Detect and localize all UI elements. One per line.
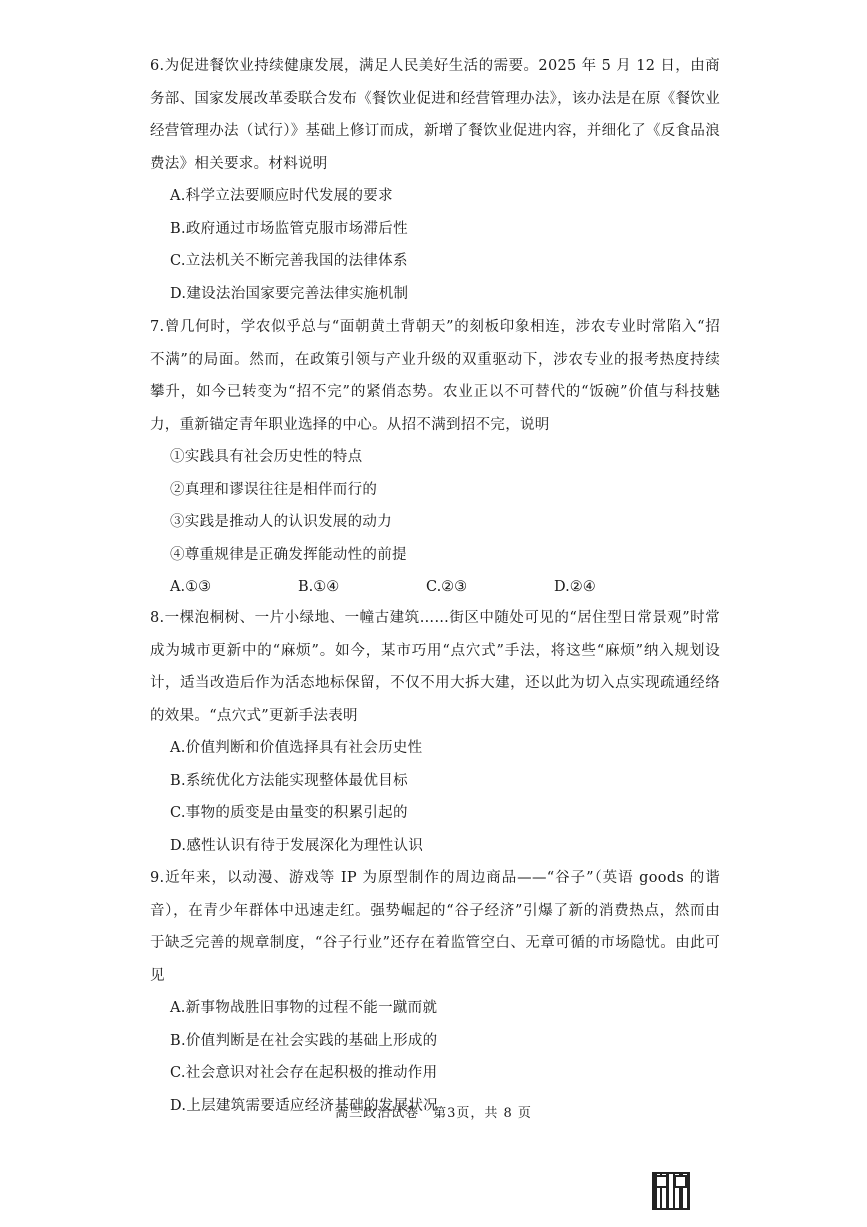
option-a: A.新事物战胜旧事物的过程不能一蹴而就 [170, 1000, 438, 1016]
question-8 [150, 602, 720, 862]
choice-a: A.①③ [170, 579, 212, 595]
option-d: D.上层建筑需要适应经济基础的发展状况 [170, 1097, 438, 1114]
choice-d: D.②④ [554, 579, 596, 595]
question-7 [150, 311, 720, 604]
option-b: B.系统优化方法能实现整体最优目标 [170, 772, 408, 789]
option-c: C.事物的质变是由量变的积累引起的 [170, 805, 408, 821]
statement-3: ③实践是推动人的认识发展的动力 [170, 514, 392, 530]
qr-code-icon [652, 1172, 690, 1210]
option-c: C.立法机关不断完善我国的法律体系 [170, 253, 408, 269]
question-9 [150, 862, 720, 1122]
question-stem: 9.近年来，以动漫、游戏等 IP 为原型制作的周边商品——“谷子”（英语 goods 的谐音），在青少年群体中迅速走红。强势崛起的“谷子经济”引爆了新的消费热点，然而由于缺乏完善的规章制度，“谷子行业”还存在着监管空白、无章可循的市场隐忧。由此可见 [150, 870, 720, 984]
question-stem: 6.为促进餐饮业持续健康发展，满足人民美好生活的需要。2025 年 5 月 12 日，由商务部、国家发展改革委联合发布《餐饮业促进和经营管理办法》，该办法是在原《餐饮业经营管理办法（试行）》基础上修订而成，新增了餐饮业促进内容，并细化了《反食品浪费法》相关要求。材料说明 [150, 58, 720, 172]
choice-b: B.①④ [298, 579, 340, 595]
option-d: D.感性认识有待于发展深化为理性认识 [170, 837, 424, 854]
choice-row [150, 571, 720, 604]
option-a: A.科学立法要顺应时代发展的要求 [170, 188, 393, 204]
question-6 [150, 50, 720, 310]
choice-c: C.②③ [426, 579, 468, 595]
option-b: B.价值判断是在社会实践的基础上形成的 [170, 1032, 438, 1049]
statement-4: ④尊重规律是正确发挥能动性的前提 [170, 546, 407, 563]
page-footer: 高三政治试卷 第3页，共 8 页 [335, 1106, 532, 1121]
option-b: B.政府通过市场监管克服市场滞后性 [170, 220, 408, 237]
statement-1: ①实践具有社会历史性的特点 [170, 449, 363, 465]
option-d: D.建设法治国家要完善法律实施机制 [170, 285, 409, 302]
question-stem: 8.一棵泡桐树、一片小绿地、一幢古建筑……街区中随处可见的“居住型日常景观”时常成为城市更新中的“麻烦”。如今，某市巧用“点穴式”手法，将这些“麻烦”纳入规划设计，适当改造后作为活态地标保留，不仅不用大拆大建，还以此为切入点实现疏通经络的效果。“点穴式”更新手法表明 [150, 610, 720, 724]
question-stem: 7.曾几何时，学农似乎总与“面朝黄土背朝天”的刻板印象相连，涉农专业时常陷入“招不满”的局面。然而，在政策引领与产业升级的双重驱动下，涉农专业的报考热度持续攀升，如今已转变为“招不完”的紧俏态势。农业正以不可替代的“饭碗”价值与科技魅力，重新锚定青年职业选择的中心。从招不满到招不完，说明 [150, 319, 720, 433]
option-a: A.价值判断和价值选择具有社会历史性 [170, 740, 423, 756]
statement-2: ②真理和谬误往往是相伴而行的 [170, 481, 378, 498]
option-c: C.社会意识对社会存在起积极的推动作用 [170, 1065, 438, 1081]
